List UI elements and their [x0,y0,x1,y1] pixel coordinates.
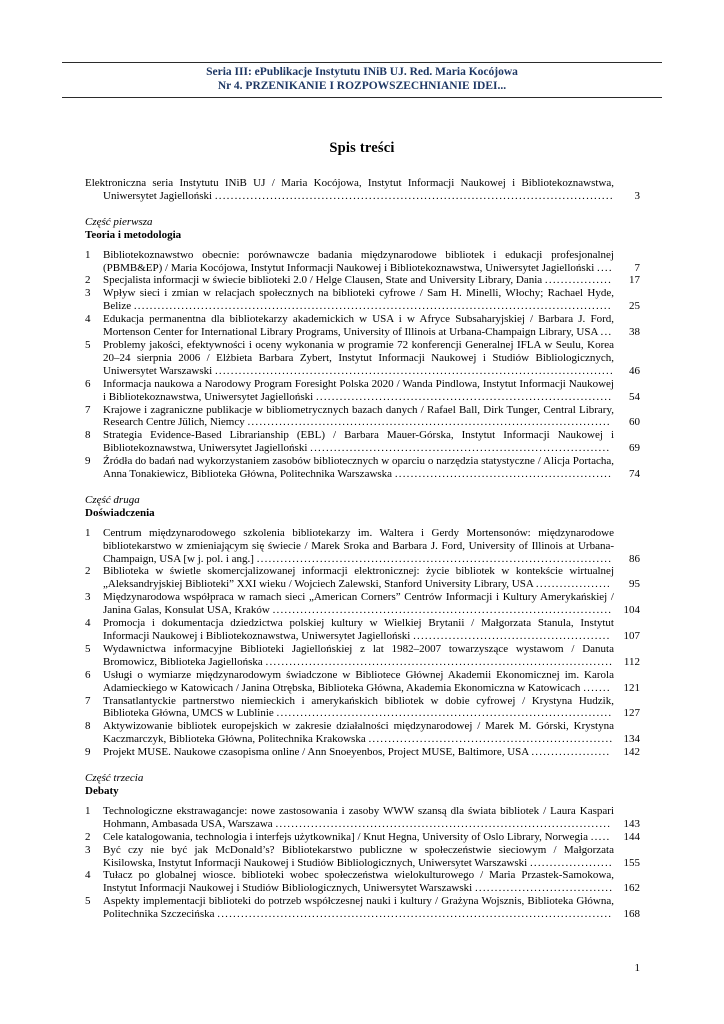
toc-entry [85,378,640,404]
entry-number: 5 [85,642,91,655]
page-title: Spis treści [329,140,395,156]
entry-number: 1 [85,526,91,539]
entry-page-number: 54 [629,390,640,403]
entry-title: Usługi o wymiarze międzynarodowym świadczone w Bibliotece Głównej Akademii Ekonomicznej im. Karola Adamieckiego w Katowicach / Janina Otrębska, Biblioteka Główna, Akademia Ekonomiczna w Katowicach [103,668,614,694]
entry-title: Strategia Evidence-Based Librarianship (EBL) / Barbara Mauer-Górska, Instytut Informacji Naukowej i Bibliotekoznawstwa, Uniwersytet Jagielloński [103,429,614,455]
toc-entry [85,831,640,844]
toc-entry [85,895,640,921]
entry-number: 8 [85,720,91,733]
entry-title: Projekt MUSE. Naukowe czasopisma online / Ann Snoeyenbos, Project MUSE, Baltimore, USA [103,746,529,759]
section-heading: Debaty [85,784,119,797]
entry-number: 2 [85,274,91,287]
entry-body [103,869,640,895]
dot-leader: .............................................................. [368,733,614,746]
entry-body [103,805,640,831]
dot-leader: ........................................................................................ [265,655,614,668]
entry-page-number: 95 [629,578,640,591]
dot-leader: ............................................................................ [310,442,611,455]
header-issue-line: Nr 4. PRZENIKANIE I ROZPOWSZECHNIANIE IDEI... [217,79,507,92]
entry-number: 2 [85,565,91,578]
entry-number: 5 [85,895,91,908]
entry-body [103,378,640,404]
dot-leader: ... [600,326,613,339]
dot-leader: ..................... [529,856,613,869]
toc-entry [85,313,640,339]
entry-body [103,746,640,759]
entry-number: 1 [85,248,91,261]
entry-body [103,617,640,643]
page-header [62,62,662,98]
toc-entry [85,249,640,275]
toc-entry [85,274,640,287]
entry-body [103,669,640,695]
dot-leader: ..................................................................................................... [214,189,614,202]
dot-leader: ..................................................................................... [276,707,613,720]
entry-page-number: 17 [629,274,640,287]
dot-leader: ....... [583,681,611,694]
entry-number: 9 [85,455,91,468]
toc-entry [85,844,640,870]
section-heading: Teoria i metodologia [85,228,182,241]
toc-entry [85,339,640,378]
entry-body [103,831,640,844]
entry-page-number: 86 [629,552,640,565]
dot-leader: .... [597,261,613,274]
dot-leader: ....................................................... [394,468,613,481]
section-entries [85,527,640,759]
entry-body [103,527,640,566]
entry-page-number: 162 [623,882,640,895]
toc-entry [85,669,640,695]
dot-leader: .......................................................................................... [256,552,613,565]
entry-body [103,287,640,313]
entry-body [103,249,640,275]
entry-page-number: 46 [629,364,640,377]
entry-number: 6 [85,377,91,390]
entry-title: Transatlantyckie partnerstwo niemieckich i amerykańskich bibliotek w dobie cyfrowej / Krystyna Hudzik, Biblioteka Główna, UMCS w Lublinie [103,694,614,720]
toc-entry [85,527,640,566]
toc-entry [85,565,640,591]
entry-title: Wpływ sieci i zmian w relacjach społecznych na biblioteki cyfrowe / Sam H. Minelli, Włochy; Rachael Hyde, Belize [103,287,614,313]
dot-leader: ...................................................................................... [272,604,613,617]
folio-page-number: 1 [634,962,640,974]
entry-page-number: 74 [629,468,640,481]
entry-body [85,177,640,203]
toc-entry [85,805,640,831]
entry-body [103,565,640,591]
toc-intro-entry [85,177,640,203]
entry-page-number: 134 [623,733,640,746]
entry-body [103,404,640,430]
entry-page-number: 168 [623,908,640,921]
entry-title: Informacja naukowa a Narodowy Program Foresight Polska 2020 / Wanda Pindlowa, Instytut Informacji Naukowej i Bibliotekoznawstwa, Uniwersytet Jagielloński [103,377,614,403]
entry-title: Krajowe i zagraniczne publikacje w bibliometrycznych bazach danych / Rafael Ball, Dirk Tunger, Central Library, Research Centre Jülich, Niemcy [103,403,614,429]
dot-leader: .................... [531,746,611,759]
dot-leader: .................................................. [413,630,611,642]
dot-leader: ............................................................................................ [247,416,611,429]
entry-number: 3 [85,843,91,856]
entry-title: Technologiczne ekstrawagancje: nowe zastosowania i zasoby WWW szansą dla świata bibliotek / Laura Kaspari Hohmann, Ambasada USA, Warszawa [103,804,614,830]
toc-entry [85,429,640,455]
toc-entry [85,404,640,430]
toc-entry [85,287,640,313]
entry-title: Być czy nie być jak McDonald’s? Bibliotekarstwo publiczne w społeczeństwie sieciowym / Małgorzata Kisilowska, Instytut Informacji Naukowej i Studiów Bibliologicznych, Uniwersytet Warszawski [103,843,614,869]
toc-section [85,216,640,481]
entry-page-number: 60 [629,416,640,429]
entry-page-number: 25 [629,300,640,313]
dot-leader: ........................................................................... [315,390,613,403]
dot-leader: .................................................................................................... [217,908,613,921]
entry-number: 7 [85,694,91,707]
entry-number: 9 [85,746,91,759]
entry-number: 3 [85,287,91,300]
toc-entry [85,591,640,617]
entry-number: 7 [85,403,91,416]
entry-title: Aspekty implementacji biblioteki do potrzeb współczesnej nauki i kultury / Grażyna Wojsznis, Biblioteka Główna, Politechnika Szczecińska [103,895,614,921]
entry-page-number: 38 [629,326,640,339]
entry-body [103,455,640,481]
section-entries [85,805,640,921]
toc-entry [85,455,640,481]
entry-body [103,591,640,617]
toc-entry [85,617,640,643]
entry-body [103,313,640,339]
entry-body [103,720,640,746]
entry-body [103,339,640,378]
entry-number: 1 [85,804,91,817]
entry-title: Centrum międzynarodowego szkolenia bibliotekarzy im. Waltera i Gerdy Mortensonów: międzynarodowe bibliotekarstwo w zmieniającym się świecie / Marek Sroka and Barbara J. Ford, University of Illinois at Urbana-Champaign, USA [w j. pol. i ang.] [103,526,614,565]
entry-title: Specjalista informacji w świecie biblioteki 2.0 / Helge Clausen, State and University Library, Dania [103,274,543,287]
dot-leader: ................................... [474,882,614,895]
entry-body [103,643,640,669]
entry-page-number: 127 [623,707,640,720]
entry-body [103,274,640,287]
entry-title: Aktywizowanie bibliotek europejskich w zakresie działalności międzynarodowej / Marek M. Górski, Krystyna Kaczmarczyk, Biblioteka Główna, Politechnika Krakowska [103,720,614,746]
toc-entry [85,695,640,721]
entry-number: 8 [85,429,91,442]
section-part-label: Część trzecia [85,772,144,785]
dot-leader: ................... [535,578,611,591]
entry-page-number: 7 [634,261,640,274]
entry-page-number: 144 [623,830,640,843]
entry-title: Biblioteka w świetle skomercjalizowanej informacji elektronicznej: życie bibliotek w kontekście wirtualnej „Aleksandryjskiej Biblioteki” XXI wieku / Wojciech Zalewski, Stanford University Library, USA [103,565,614,591]
table-of-contents [85,177,640,921]
dot-leader: ..................................................................................................... [214,364,614,377]
section-part-label: Część druga [85,493,140,506]
entry-number: 5 [85,338,91,351]
entry-title: Problemy jakości, efektywności i oceny wykonania w programie 72 konferencji Generalnej IFLA w Seulu, Korea 20–24 sierpnia 2006 / Elżbieta Barbara Zybert, Instytut Informacji Naukowej i Studiów Bibliologicznych, Uniwersytet Warszawski [103,338,614,377]
entry-title: Promocja i dokumentacja dziedzictwa polskiej kultury w Wielkiej Brytanii / Małgorzata Stanula, Instytut Informacji Naukowej i Bibliotekoznawstwa, Uniwersytet Jagielloński [103,617,614,642]
entry-title: Wydawnictwa informacyjne Biblioteki Jagiellońskiej z lat 1982–2007 towarzyszące wystawom / Danuta Bromowicz, Biblioteka Jagiellońska [103,642,614,668]
entry-body [103,429,640,455]
entry-number: 6 [85,668,91,681]
section-part-label: Część pierwsza [85,215,153,228]
toc-entry [85,720,640,746]
entry-page-number: 121 [623,681,640,694]
entry-title: Elektroniczna seria Instytutu INiB UJ / Maria Kocójowa, Instytut Informacji Naukowej i Bibliotekoznawstwa, Uniwersytet Jagielloński [85,177,614,202]
entry-number: 3 [85,591,91,604]
entry-page-number: 142 [623,746,640,759]
entry-number: 2 [85,830,91,843]
entry-number: 4 [85,313,91,326]
entry-body [103,844,640,870]
entry-title: Tułacz po globalnej wiosce. biblioteki wobec społeczeństwa wielokulturowego / Maria Przastek-Samokowa, Instytut Informacji Naukowej i Studiów Bibliologicznych, Uniwersytet Warszawski [103,869,614,895]
entry-page-number: 107 [623,630,640,642]
section-entries [85,249,640,481]
section-heading: Doświadczenia [85,506,155,519]
entry-title: Międzynarodowa współpraca w ramach sieci „American Corners” Centrów Informacji i Kultury Amerykańskiej / Janina Galas, Konsulat USA, Kraków [103,591,614,617]
entry-title: Edukacja permanentna dla bibliotekarzy akademickich w USA i w Afryce Subsaharyjskiej / Barbara J. Ford, Mortenson Center for International Library Programs, University of Illinois at Urbana-Champaign Library, USA [103,313,614,339]
entry-body [103,695,640,721]
entry-title: Bibliotekoznawstwo obecnie: porównawcze badania międzynarodowe bibliotek i edukacji profesjonalnej (PBMB&EP) / Maria Kocójowa, Instytut Informacji Naukowej i Bibliotekoznawstwa, Uniwersytet Jagielloński [103,248,614,274]
entry-body [103,895,640,921]
dot-leader: ..... [590,830,611,843]
dot-leader: ..................................................................................... [275,817,612,830]
dot-leader: ......................................................................................................................... [133,300,612,313]
entry-page-number: 3 [634,189,640,202]
entry-page-number: 69 [629,442,640,455]
toc-entry [85,746,640,759]
entry-number: 4 [85,869,91,882]
dot-leader: ................. [544,274,613,287]
toc-section [85,494,640,759]
entry-page-number: 143 [623,817,640,830]
toc-entry [85,643,640,669]
entry-page-number: 112 [623,655,640,668]
header-series-line: Seria III: ePublikacje Instytutu INiB UJ. Red. Maria Kocójowa [206,66,518,78]
entry-number: 4 [85,617,91,630]
entry-title: Cele katalogowania, technologia i interfejs użytkownika] / Knut Hegna, University of Oslo Library, Norwegia [103,830,588,843]
entry-page-number: 104 [623,604,640,617]
entry-title: Źródła do badań nad wykorzystaniem zasobów bibliotecznych w oparciu o narzędzia statystyczne / Alicja Portacha, Anna Tonakiewicz, Biblioteka Główna, Politechnika Warszawska [103,455,614,481]
entry-page-number: 155 [623,856,640,869]
toc-section [85,772,640,921]
toc-entry [85,869,640,895]
